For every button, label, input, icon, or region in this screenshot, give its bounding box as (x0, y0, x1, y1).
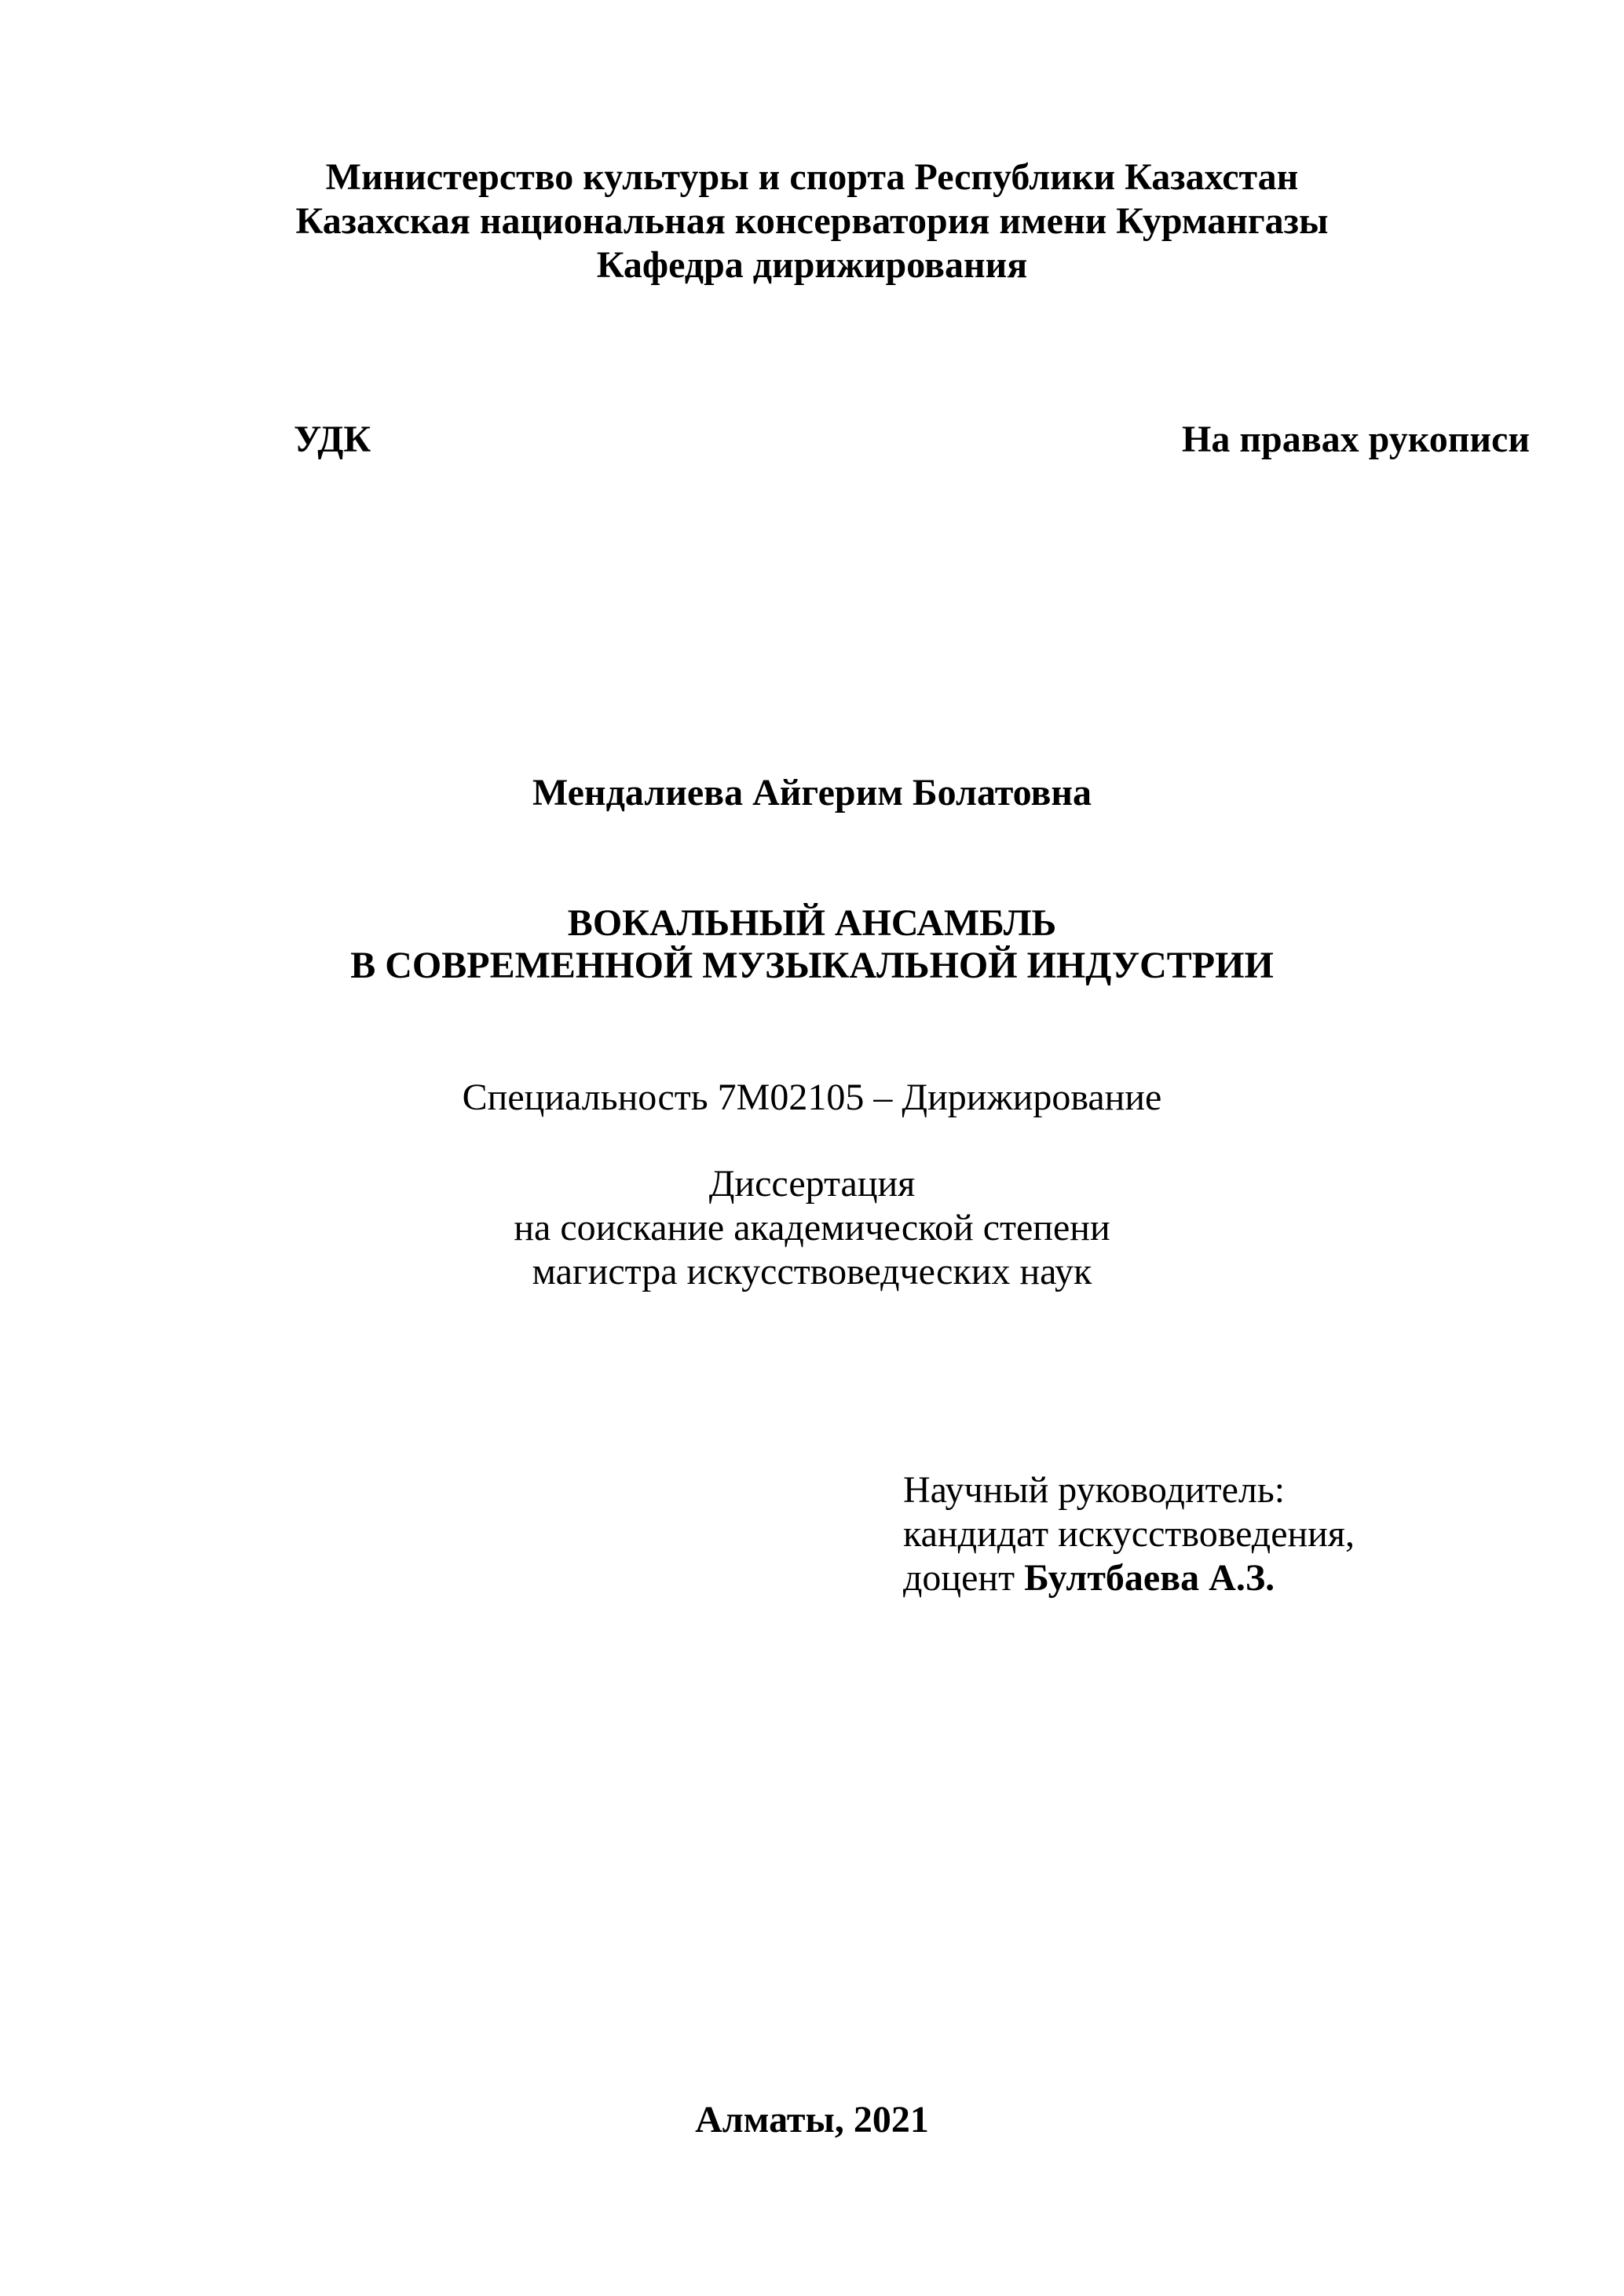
dissertation-line-2: на соискание академической степени (514, 1207, 1110, 1249)
ministry-heading: Министерство культуры и спорта Республики Казахстан (325, 156, 1299, 198)
udk-label: УДК (294, 419, 371, 460)
title-line-2: В СОВРЕМЕННОЙ МУЗЫКАЛЬНОЙ ИНДУСТРИИ (350, 945, 1274, 986)
specialty-line: Специальность 7М02105 – Дирижирование (462, 1077, 1162, 1118)
department-heading: Кафедра дирижирования (596, 244, 1028, 286)
city-year: Алматы, 2021 (695, 2099, 929, 2141)
dissertation-line-3: магистра искусствоведческих наук (532, 1251, 1092, 1292)
supervisor-degree: кандидат искусствоведения, (903, 1513, 1355, 1555)
supervisor-rank: доцент (903, 1557, 1015, 1599)
title-line-1: ВОКАЛЬНЫЙ АНСАМБЛЬ (567, 902, 1057, 944)
dissertation-line-1: Диссертация (708, 1163, 916, 1205)
author-name: Мендалиева Айгерим Болатовна (532, 772, 1092, 813)
conservatory-heading: Казахская национальная консерватория имени Курмангазы (295, 200, 1329, 242)
supervisor-name: Бултбаева А.З. (1024, 1557, 1275, 1599)
manuscript-rights-label: На правах рукописи (1182, 419, 1530, 460)
supervisor-label: Научный руководитель: (903, 1469, 1286, 1511)
supervisor-rank-name (903, 1556, 1275, 1600)
